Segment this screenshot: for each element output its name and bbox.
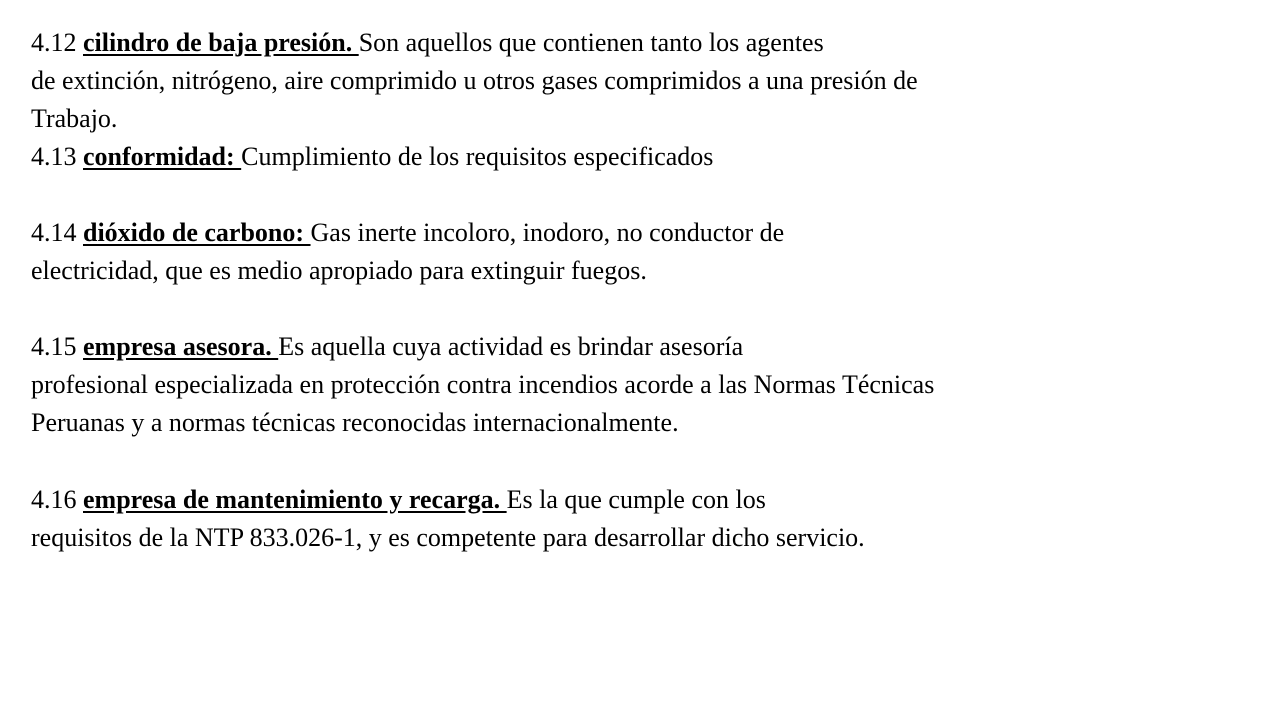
definition-term: dióxido de carbono: [83, 218, 311, 247]
definition-text: Cumplimiento de los requisitos especificados [241, 142, 714, 171]
definition-number: 4.16 [31, 485, 77, 514]
definition-4-14-line-2: electricidad, que es medio apropiado para extinguir fuegos. [31, 256, 647, 285]
definition-4-12-line-1 [31, 26, 824, 60]
definition-term: empresa de mantenimiento y recarga. [83, 485, 507, 514]
definition-4-14-line-1 [31, 216, 784, 250]
definition-4-13-line-1 [31, 140, 713, 174]
definition-4-12-line-2: de extinción, nitrógeno, aire comprimido u otros gases comprimidos a una presión de [31, 66, 918, 95]
definition-4-15-line-1 [31, 330, 743, 364]
definition-number: 4.14 [31, 218, 77, 247]
definition-text: Son aquellos que contienen tanto los agentes [358, 28, 824, 57]
definition-number: 4.15 [31, 332, 77, 361]
definition-4-16-line-2: requisitos de la NTP 833.026-1, y es competente para desarrollar dicho servicio. [31, 523, 865, 552]
definition-text: Es aquella cuya actividad es brindar asesoría [278, 332, 744, 361]
definition-term: cilindro de baja presión. [83, 28, 359, 57]
definition-text: Es la que cumple con los [506, 485, 766, 514]
definition-4-16-line-1 [31, 483, 766, 517]
definition-number: 4.12 [31, 28, 77, 57]
definition-number: 4.13 [31, 142, 77, 171]
definition-term: conformidad: [83, 142, 242, 171]
definition-term: empresa asesora. [83, 332, 279, 361]
definition-4-15-line-2: profesional especializada en protección contra incendios acorde a las Normas Técnicas [31, 370, 935, 399]
definition-4-12-line-3: Trabajo. [31, 104, 118, 133]
definition-text: Gas inerte incoloro, inodoro, no conductor de [310, 218, 785, 247]
definition-4-15-line-3: Peruanas y a normas técnicas reconocidas internacionalmente. [31, 408, 679, 437]
